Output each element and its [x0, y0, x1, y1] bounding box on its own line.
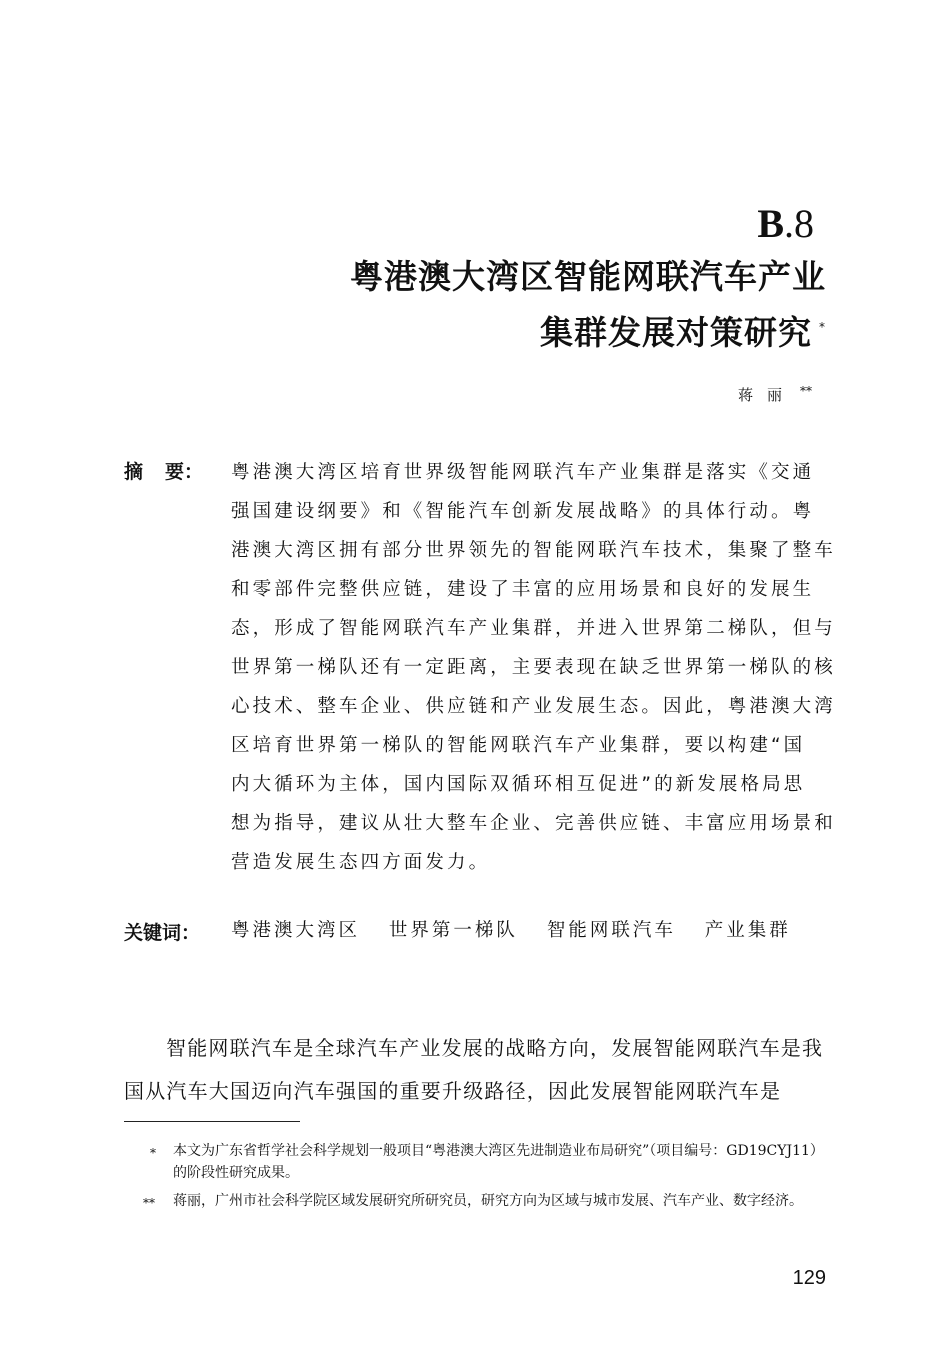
title-line-2: 集群发展对策研究	[540, 313, 812, 352]
author-name: 蒋丽	[737, 386, 796, 404]
keywords-label: 关键词：	[124, 922, 201, 944]
abstract-label	[124, 457, 203, 484]
footnote-2: 蒋丽，广州市社会科学院区域发展研究所研究员，研究方向为区域与城市发展、汽车产业、数字经济。	[173, 1193, 803, 1209]
abstract-line: 世界第一梯队还有一定距离，主要表现在缺乏世界第一梯队的核	[231, 657, 836, 678]
keywords-list	[231, 916, 811, 942]
abstract-line: 营造发展生态四方面发力。	[231, 852, 491, 873]
abstract-line: 港澳大湾区拥有部分世界领先的智能网联汽车技术，集聚了整车	[231, 540, 836, 561]
body-text	[124, 1027, 830, 1113]
title-line-1: 粤港澳大湾区智能网联汽车产业	[350, 257, 826, 296]
keyword-item: 智能网联汽车	[546, 920, 676, 941]
abstract-label-left: 摘	[124, 461, 144, 483]
abstract-line: 内大循环为主体，国内国际双循环相互促进”的新发展格局思	[231, 774, 806, 795]
body-line: 国从汽车大国迈向汽车强国的重要升级路径，因此发展智能网联汽车是	[124, 1079, 782, 1103]
chapter-number	[757, 200, 814, 248]
title-footnote-mark: *	[819, 320, 826, 334]
abstract-body	[231, 453, 836, 882]
abstract-line: 态，形成了智能网联汽车产业集群，并进入世界第二梯队，但与	[231, 618, 836, 639]
footnote-divider	[124, 1121, 300, 1122]
footnote-1-mark: *	[150, 1146, 156, 1160]
abstract-line: 和零部件完整供应链，建设了丰富的应用场景和良好的发展生	[231, 579, 815, 600]
footnote-2-mark: **	[143, 1196, 155, 1210]
page-number: 129	[792, 1267, 826, 1289]
footnote-1: 本文为广东省哲学社会科学规划一般项目“粤港澳大湾区先进制造业布局研究”（项目编号：GD19CYJ11）的阶段性研究成果。	[173, 1143, 824, 1181]
body-line: 智能网联汽车是全球汽车产业发展的战略方向，发展智能网联汽车是我	[166, 1036, 824, 1060]
abstract-line: 心技术、整车企业、供应链和产业发展生态。因此，粤港澳大湾	[231, 696, 836, 717]
chapter-index: .8	[784, 201, 814, 246]
abstract-line: 强国建设纲要》和《智能汽车创新发展战略》的具体行动。粤	[231, 501, 815, 522]
abstract-line: 想为指导，建议从壮大整车企业、完善供应链、丰富应用场景和	[231, 813, 836, 834]
abstract-line: 粤港澳大湾区培育世界级智能网联汽车产业集群是落实《交通	[231, 462, 815, 483]
abstract-label-right: 要：	[165, 461, 204, 483]
keyword-item: 粤港澳大湾区	[231, 920, 361, 941]
title-line-2-wrap	[540, 311, 826, 355]
keyword-item: 产业集群	[704, 920, 791, 941]
author-footnote-mark: **	[800, 384, 812, 398]
abstract-line: 区培育世界第一梯队的智能网联汽车产业集群，要以构建“国	[231, 735, 806, 756]
chapter-prefix: B	[757, 201, 784, 246]
keyword-item: 世界第一梯队	[388, 920, 518, 941]
